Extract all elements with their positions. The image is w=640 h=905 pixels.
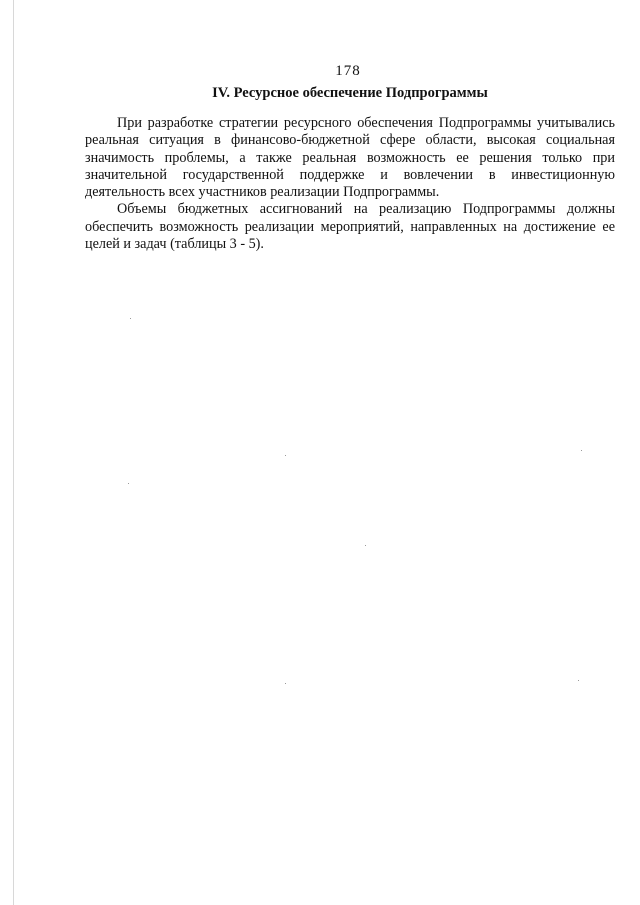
scan-edge-line: [13, 0, 14, 905]
scan-speck: [130, 318, 131, 319]
scan-speck: [581, 450, 582, 451]
scan-speck: [285, 683, 286, 684]
scan-speck: [578, 680, 579, 681]
scan-speck: [365, 545, 366, 546]
scan-speck: [285, 455, 286, 456]
paragraph-1: При разработке стратегии ресурсного обеспечения Подпрограммы учитывались реальная ситуация в финансово-бюджетной сфере области, высокая социальная значимость проблемы, а также реальная возможность ее решения только при значительной государственной поддержке и вовлечении в инвестиционную деятельность всех участников реализации Подпрограммы.: [85, 115, 615, 201]
scan-speck: [128, 483, 129, 484]
page-number: 178: [335, 63, 361, 79]
paragraph-2: Объемы бюджетных ассигнований на реализацию Подпрограммы должны обеспечить возможность реализации мероприятий, направленных на достижение ее целей и задач (таблицы 3 - 5).: [85, 201, 615, 253]
section-title: IV. Ресурсное обеспечение Подпрограммы: [212, 85, 488, 101]
body-text: [85, 115, 615, 253]
